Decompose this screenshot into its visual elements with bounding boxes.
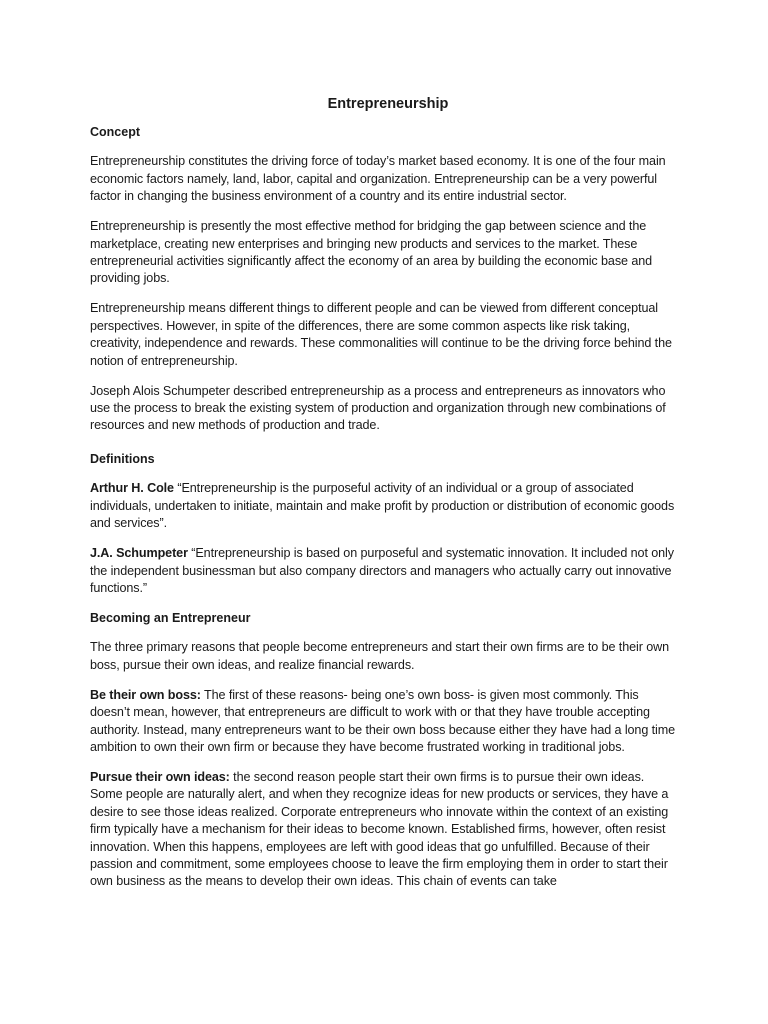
reason-own-boss bbox=[90, 687, 680, 757]
section-heading-becoming: Becoming an Entrepreneur bbox=[90, 610, 251, 625]
reason-text-own-ideas: the second reason people start their own firms is to pursue their own ideas. Some people are naturally alert, and when they recognize ideas for new products or services, they have a desire to see those ideas realized. Corporate entrepreneurs who innovate within the context of an existing firm typically have a mechanism for their ideas to become known. Established firms, however, often resist innovation. When this happens, employees are left with good ideas that go unfulfilled. Because of their passion and commitment, some employees choose to leave the firm employing them in order to start their own business as the means to develop their own ideas. This chain of events can take bbox=[90, 769, 669, 889]
reason-own-ideas bbox=[90, 769, 680, 891]
reason-text-own-boss: The first of these reasons- being one’s own boss- is given most commonly. This doesn’t mean, however, that entrepreneurs are difficult to work with or that they have trouble accepting authority. Instead, many entrepreneurs want to be their own boss because either they have had a long time ambition to own their own firm or because they have become frustrated working in traditional jobs. bbox=[90, 687, 676, 754]
concept-paragraph-1: Entrepreneurship constitutes the driving force of today’s market based economy. It is one of the four main economic factors namely, land, labor, capital and organization. Entrepreneurship can be a very powerful factor in changing the business environment of a country and its entire industrial sector. bbox=[90, 154, 666, 204]
definition-cole bbox=[90, 480, 680, 532]
section-heading-definitions: Definitions bbox=[90, 451, 155, 466]
concept-paragraph-2: Entrepreneurship is presently the most effective method for bridging the gap between science and the marketplace, creating new enterprises and bringing new products and services to the market. These entrepreneurial activities significantly affect the economy of an area by building the economic base and providing jobs. bbox=[90, 219, 653, 286]
concept-paragraph-3: Entrepreneurship means different things to different people and can be viewed from different conceptual perspectives. However, in spite of the differences, there are some common aspects like risk taking, creativity, independence and rewards. These commonalities will continue to be the driving force behind the notion of entrepreneurship. bbox=[90, 301, 672, 368]
definition-text-schumpeter: “Entrepreneurship is based on purposeful and systematic innovation. It included not only the independent businessman but also company directors and managers who actually carry out innovative functions.” bbox=[90, 546, 674, 595]
definition-text-cole: “Entrepreneurship is the purposeful activity of an individual or a group of associated individuals, undertaken to initiate, maintain and make profit by production or distribution of economic goods and services”. bbox=[90, 481, 675, 531]
concept-paragraph-4: Joseph Alois Schumpeter described entrepreneurship as a process and entrepreneurs as innovators who use the process to break the existing system of production and organization through new combinations of resources and new methods of production and trade. bbox=[90, 383, 666, 433]
definition-schumpeter bbox=[90, 545, 680, 597]
document-title: Entrepreneurship bbox=[327, 96, 449, 112]
reason-label-own-boss: Be their own boss: bbox=[90, 687, 201, 702]
definition-author-schumpeter: J.A. Schumpeter bbox=[90, 546, 188, 561]
reason-label-own-ideas: Pursue their own ideas: bbox=[90, 769, 230, 784]
section-heading-concept: Concept bbox=[90, 125, 140, 139]
definition-author-cole: Arthur H. Cole bbox=[90, 481, 174, 496]
becoming-intro: The three primary reasons that people become entrepreneurs and start their own firms are to be their own boss, pursue their own ideas, and realize financial rewards. bbox=[90, 640, 670, 672]
document-page bbox=[90, 94, 680, 903]
